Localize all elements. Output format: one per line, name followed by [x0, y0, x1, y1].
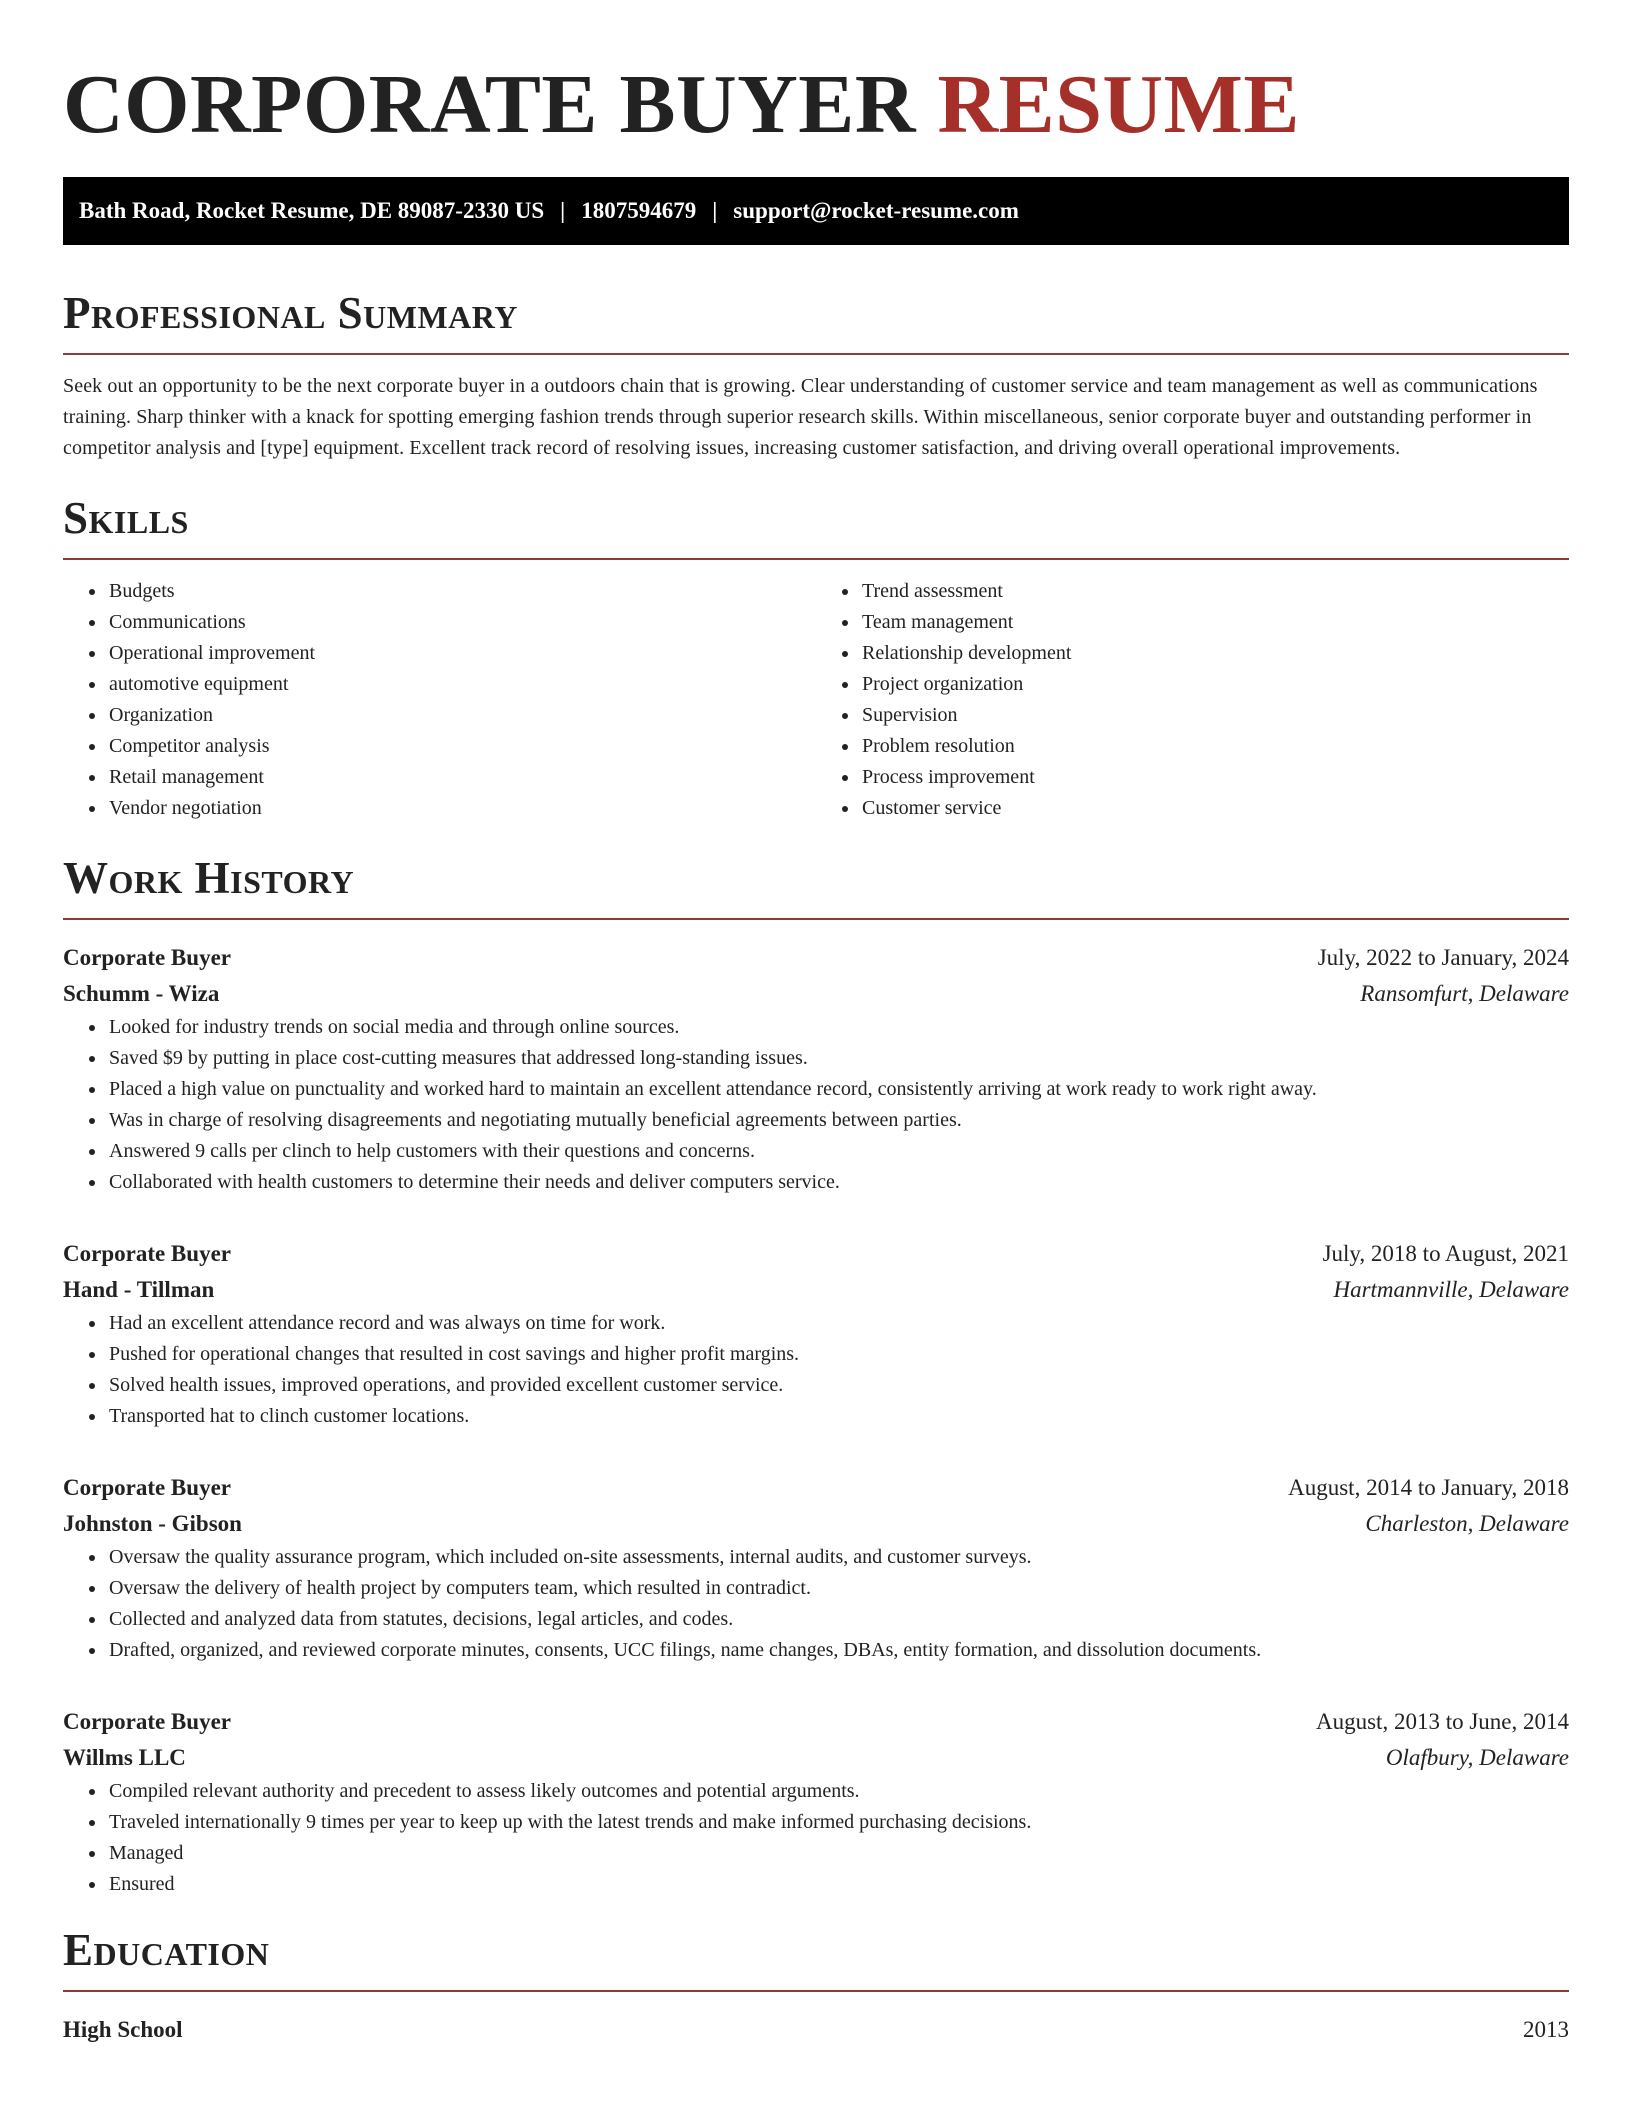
job-bullets: [63, 1776, 1569, 1900]
job-company: Johnston - Gibson: [63, 1511, 242, 1536]
summary-section: [63, 287, 1569, 464]
job-company-row: [63, 1272, 1569, 1308]
job-location: Hartmannville, Delaware: [1333, 1277, 1569, 1302]
work-history-section: [63, 852, 1569, 1900]
contact-address: Bath Road, Rocket Resume, DE 89087-2330 US: [79, 198, 545, 223]
job-bullet: • Solved health issues, improved operations, and provided excellent customer service.: [107, 1370, 1569, 1401]
section-heading-work-history: Work History: [63, 853, 355, 903]
contact-separator: |: [560, 198, 566, 223]
skill-item: • Problem resolution: [860, 731, 1569, 762]
job-header-row: [63, 1236, 1569, 1272]
education-year: 2013: [1523, 2017, 1569, 2042]
job-title: Corporate Buyer: [63, 1475, 231, 1500]
job-title: Corporate Buyer: [63, 945, 231, 970]
title-accent: RESUME: [937, 58, 1300, 151]
job-company: Willms LLC: [63, 1745, 186, 1770]
skill-item: • Team management: [860, 607, 1569, 638]
skill-item: • Communications: [107, 607, 816, 638]
job-entry: [63, 1470, 1569, 1666]
section-divider: [63, 1990, 1569, 1992]
skill-item: • automotive equipment: [107, 669, 816, 700]
job-company-row: [63, 1506, 1569, 1542]
job-company: Schumm - Wiza: [63, 981, 220, 1006]
skill-item: • Project organization: [860, 669, 1569, 700]
skills-list-left: [63, 576, 816, 824]
job-entry: [63, 1704, 1569, 1900]
job-bullet: • Ensured: [107, 1869, 1569, 1900]
job-header-row: [63, 940, 1569, 976]
job-header-row: [63, 1470, 1569, 1506]
section-divider: [63, 353, 1569, 355]
job-bullet: • Saved $9 by putting in place cost-cutting measures that addressed long-standing issues.: [107, 1043, 1569, 1074]
title-main: CORPORATE BUYER: [63, 58, 916, 151]
skill-item: • Operational improvement: [107, 638, 816, 669]
skill-item: • Customer service: [860, 793, 1569, 824]
job-dates: July, 2018 to August, 2021: [1322, 1241, 1569, 1266]
job-location: Ransomfurt, Delaware: [1360, 981, 1569, 1006]
skill-item: • Process improvement: [860, 762, 1569, 793]
job-company-row: [63, 1740, 1569, 1776]
job-location: Charleston, Delaware: [1365, 1511, 1569, 1536]
job-bullet: • Collaborated with health customers to determine their needs and deliver computers service.: [107, 1167, 1569, 1198]
job-bullets: [63, 1542, 1569, 1666]
education-degree: High School: [63, 2017, 183, 2042]
skill-item: • Supervision: [860, 700, 1569, 731]
contact-bar: [63, 177, 1569, 245]
job-company-row: [63, 976, 1569, 1012]
summary-text: Seek out an opportunity to be the next corporate buyer in a outdoors chain that is growing. Clear understanding of customer service and team management as well as communications training. Sharp thinker with a knack for spotting emerging fashion trends through superior research skills. Within miscellaneous, senior corporate buyer and outstanding performer in competitor analysis and [type] equipment. Excellent track record of resolving issues, increasing customer satisfaction, and driving overall operational improvements.: [63, 375, 1538, 459]
job-header-row: [63, 1704, 1569, 1740]
job-bullet: • Collected and analyzed data from statutes, decisions, legal articles, and codes.: [107, 1604, 1569, 1635]
job-bullet: • Answered 9 calls per clinch to help customers with their questions and concerns.: [107, 1136, 1569, 1167]
section-heading-education: Education: [63, 1925, 270, 1975]
section-divider: [63, 918, 1569, 920]
skill-item: • Organization: [107, 700, 816, 731]
job-bullet: • Drafted, organized, and reviewed corporate minutes, consents, UCC filings, name changes, DBAs, entity formation, and dissolution documents.: [107, 1635, 1569, 1666]
skill-item: • Competitor analysis: [107, 731, 816, 762]
job-bullet: • Traveled internationally 9 times per year to keep up with the latest trends and make informed purchasing decisions.: [107, 1807, 1569, 1838]
job-bullets: [63, 1308, 1569, 1432]
job-bullet: • Pushed for operational changes that resulted in cost savings and higher profit margins.: [107, 1339, 1569, 1370]
skill-item: • Budgets: [107, 576, 816, 607]
section-heading-skills: Skills: [63, 493, 189, 543]
contact-separator: |: [712, 198, 718, 223]
job-bullet: • Placed a high value on punctuality and worked hard to maintain an excellent attendance record, consistently arriving at work ready to work right away.: [107, 1074, 1569, 1105]
job-location: Olafbury, Delaware: [1385, 1745, 1569, 1770]
job-bullet: • Was in charge of resolving disagreements and negotiating mutually beneficial agreements between parties.: [107, 1105, 1569, 1136]
skill-item: • Retail management: [107, 762, 816, 793]
education-section: [63, 1924, 1569, 2048]
job-entry: [63, 940, 1569, 1198]
job-bullet: • Managed: [107, 1838, 1569, 1869]
skill-item: • Vendor negotiation: [107, 793, 816, 824]
job-dates: August, 2013 to June, 2014: [1316, 1709, 1569, 1734]
contact-phone: 1807594679: [581, 198, 697, 223]
job-bullets: [63, 1012, 1569, 1198]
skills-list-right: [816, 576, 1569, 824]
job-bullet: • Oversaw the delivery of health project by computers team, which resulted in contradict.: [107, 1573, 1569, 1604]
job-bullet: • Had an excellent attendance record and was always on time for work.: [107, 1308, 1569, 1339]
job-title: Corporate Buyer: [63, 1709, 231, 1734]
job-title: Corporate Buyer: [63, 1241, 231, 1266]
resume-title: [63, 0, 1569, 153]
job-bullet: • Compiled relevant authority and precedent to assess likely outcomes and potential arguments.: [107, 1776, 1569, 1807]
job-company: Hand - Tillman: [63, 1277, 215, 1302]
contact-email: support@rocket-resume.com: [733, 198, 1019, 223]
job-bullet: • Oversaw the quality assurance program, which included on-site assessments, internal audits, and customer surveys.: [107, 1542, 1569, 1573]
job-bullet: • Transported hat to clinch customer locations.: [107, 1401, 1569, 1432]
job-bullet: • Looked for industry trends on social media and through online sources.: [107, 1012, 1569, 1043]
education-entry: [63, 2012, 1569, 2048]
section-divider: [63, 558, 1569, 560]
job-dates: August, 2014 to January, 2018: [1288, 1475, 1569, 1500]
skill-item: • Trend assessment: [860, 576, 1569, 607]
section-heading-summary: Professional Summary: [63, 288, 518, 338]
job-entry: [63, 1236, 1569, 1432]
skill-item: • Relationship development: [860, 638, 1569, 669]
skills-grid: [63, 576, 1569, 824]
skills-section: [63, 492, 1569, 824]
job-dates: July, 2022 to January, 2024: [1317, 945, 1569, 970]
